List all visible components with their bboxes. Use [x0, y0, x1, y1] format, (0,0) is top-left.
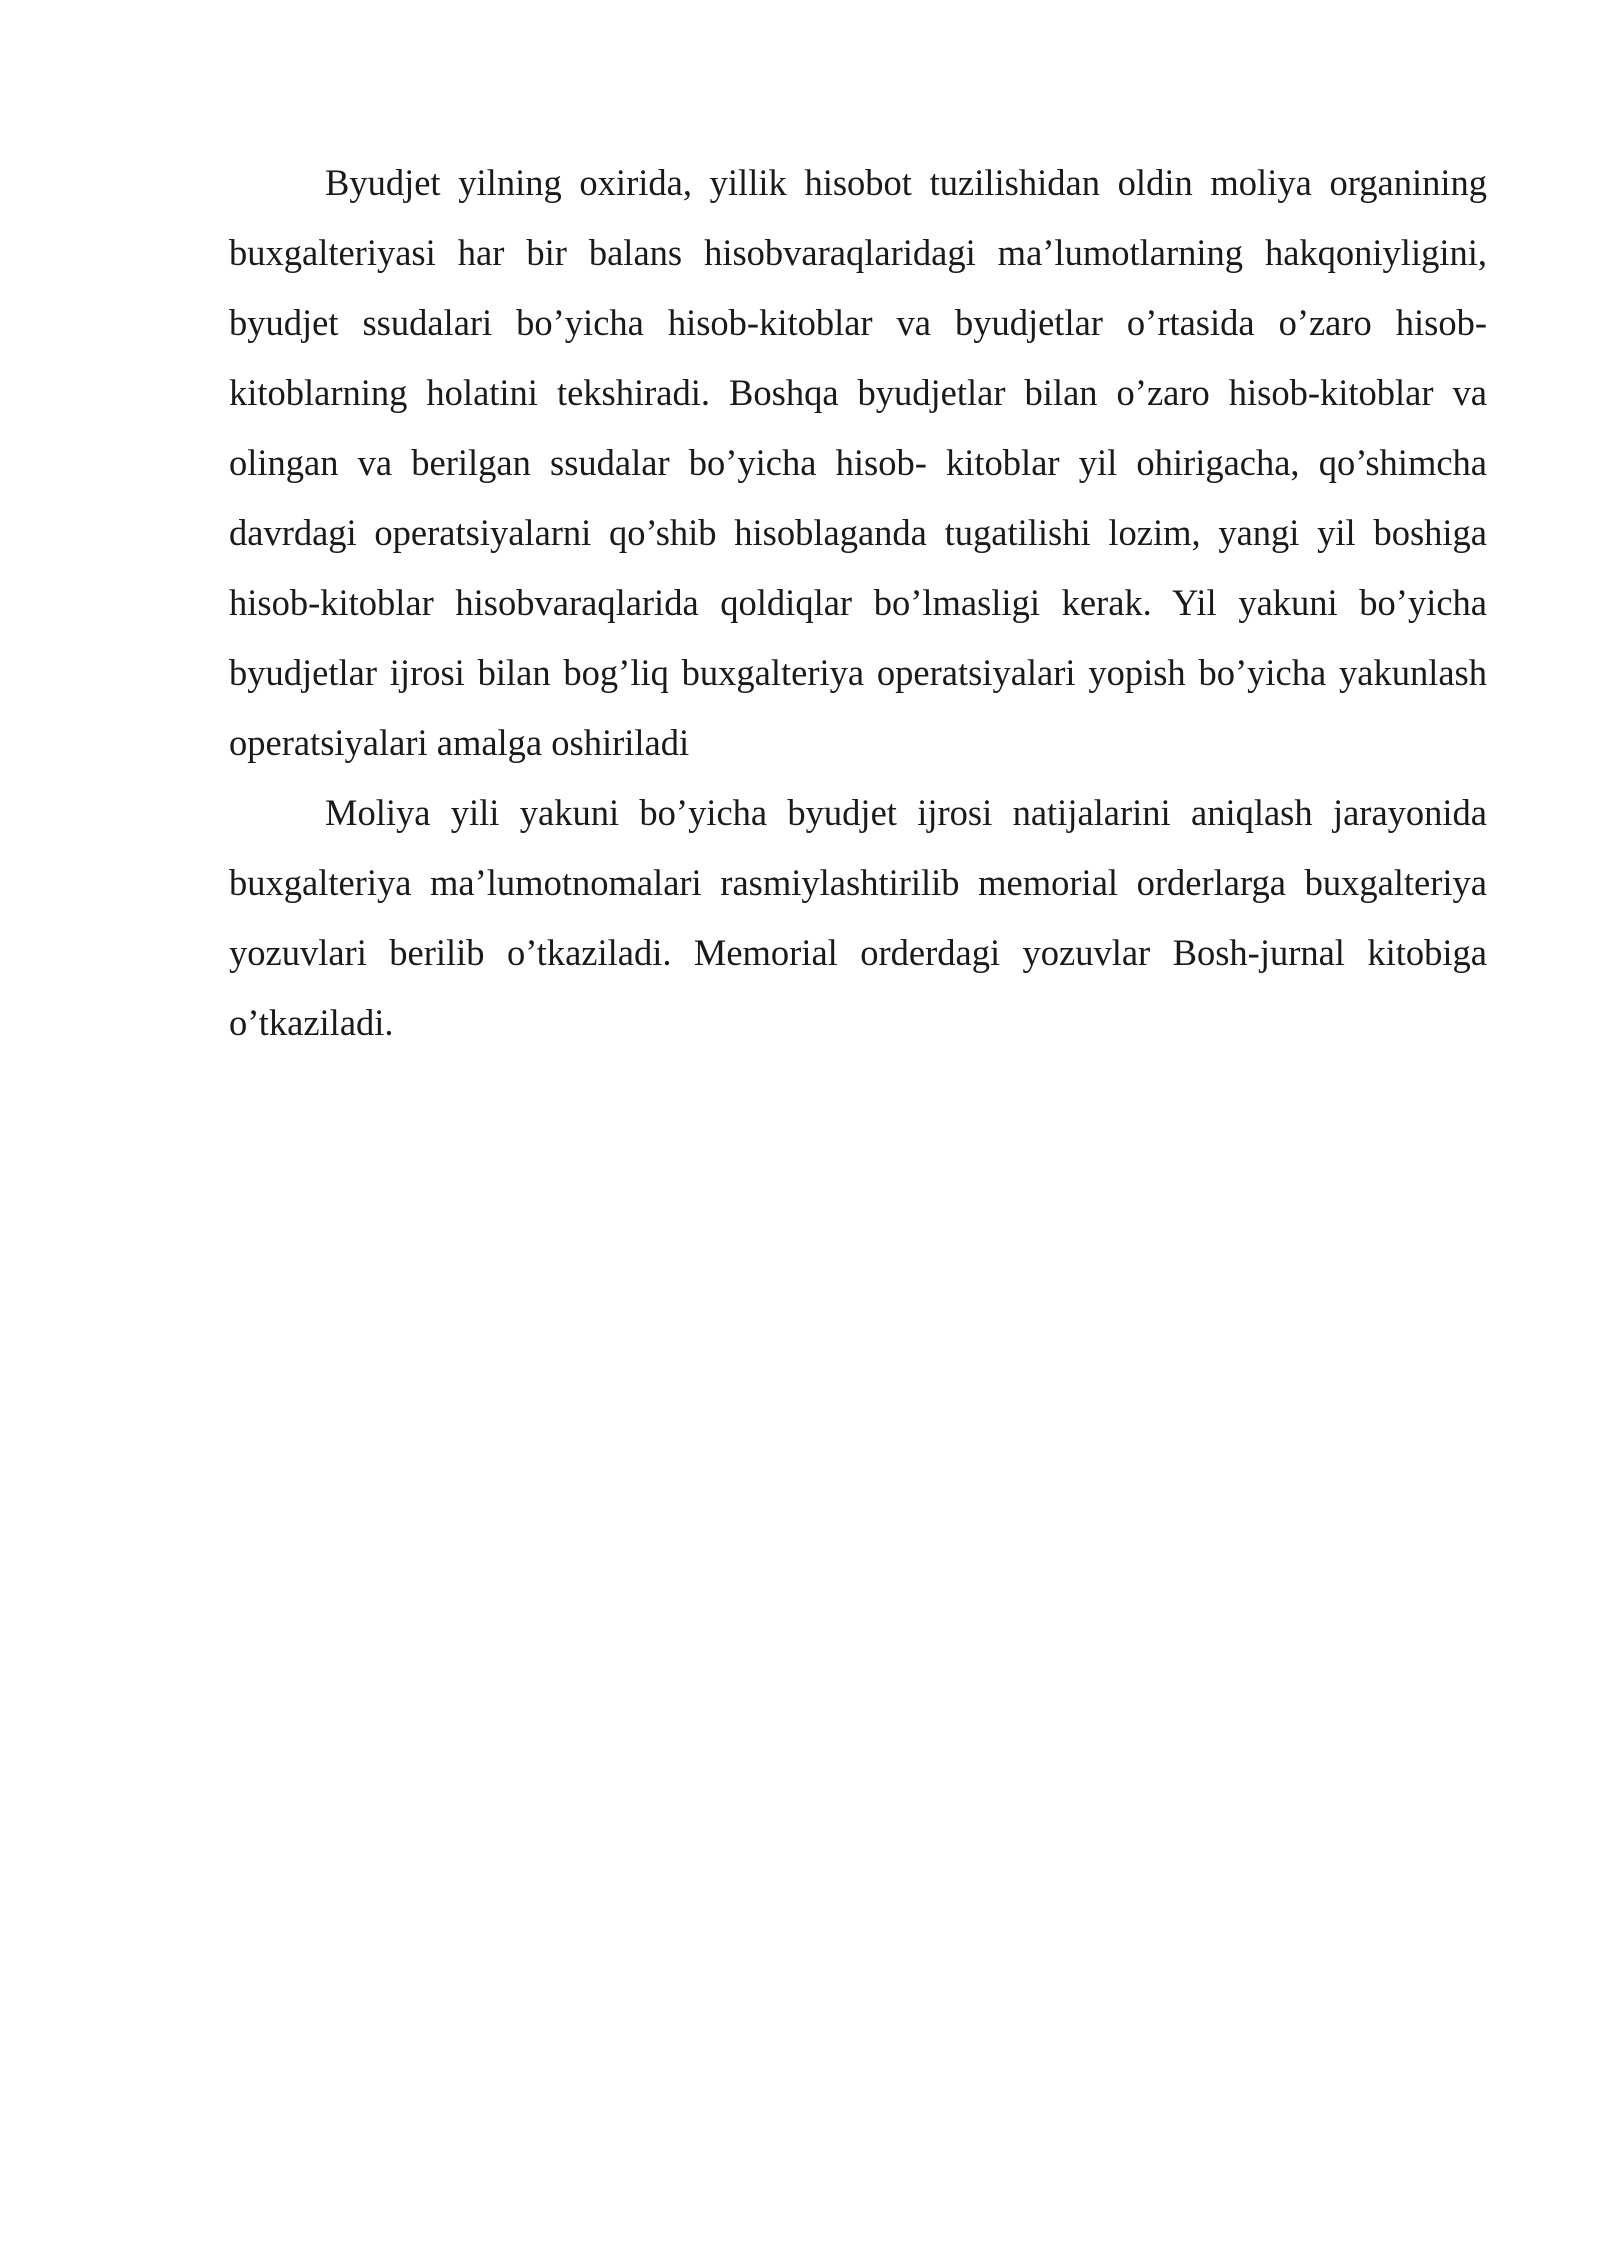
text-line: buxgalteriyasi har bir balans hisobvaraqlaridagi ma’lumotlarning hakqoniyligini, — [229, 232, 1487, 273]
text-line: byudjet ssudalari bo’yicha hisob-kitoblar va byudjetlar o’rtasida o’zaro hisob- — [229, 302, 1487, 343]
text-line: hisob-kitoblar hisobvaraqlarida qoldiqlar bo’lmasligi kerak. Yil yakuni bo’yicha — [229, 582, 1487, 623]
text-line: buxgalteriya ma’lumotnomalari rasmiylashtirilib memorial orderlarga buxgalteriya — [229, 862, 1487, 903]
text-line: yozuvlari berilib o’tkaziladi. Memorial orderdagi yozuvlar Bosh-jurnal kitobiga — [229, 932, 1487, 973]
text-line: Byudjet yilning oxirida, yillik hisobot tuzilishidan oldin moliya organining — [325, 162, 1487, 203]
text-line: byudjetlar ijrosi bilan bog’liq buxgalteriya operatsiyalari yopish bo’yicha yakunlash — [229, 652, 1487, 693]
text-line: kitoblarning holatini tekshiradi. Boshqa byudjetlar bilan o’zaro hisob-kitoblar va — [229, 372, 1487, 413]
paragraph-1 — [229, 148, 1487, 778]
document-body — [229, 148, 1487, 1058]
text-line: davrdagi operatsiyalarni qo’shib hisoblaganda tugatilishi lozim, yangi yil boshiga — [229, 512, 1487, 553]
paragraph-2 — [229, 778, 1487, 1058]
text-line: o’tkaziladi. — [229, 1002, 394, 1043]
text-line: operatsiyalari amalga oshiriladi — [229, 722, 690, 763]
text-line: olingan va berilgan ssudalar bo’yicha hisob- kitoblar yil ohirigacha, qo’shimcha — [229, 442, 1487, 483]
text-line: Moliya yili yakuni bo’yicha byudjet ijrosi natijalarini aniqlash jarayonida — [325, 792, 1487, 833]
